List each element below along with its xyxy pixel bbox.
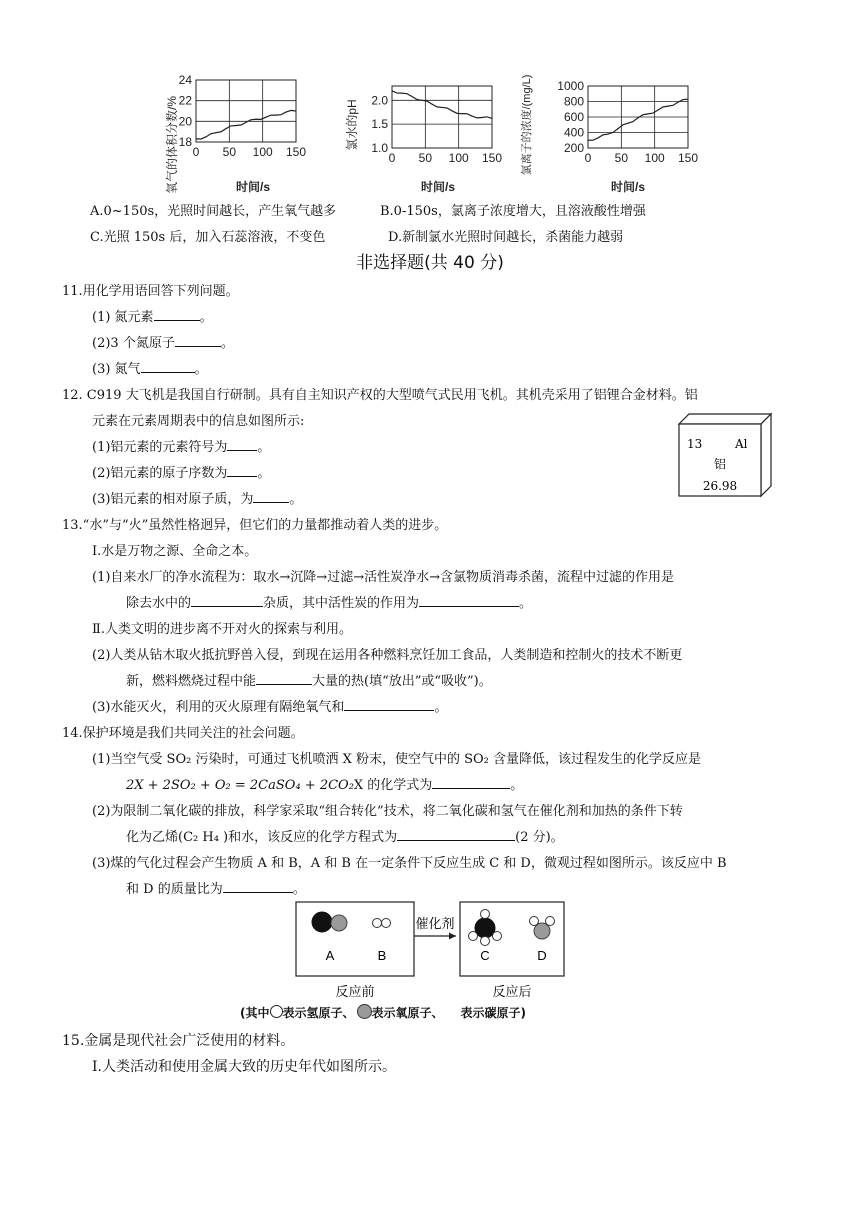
y-tick-label: 600 [563,110,584,124]
q14-part3-line1: (3)煤的气化过程会产生物质 A 和 B，A 和 B 在一定条件下反应生成 C 和 D，微观过程如图所示。该反应中 B [92,856,727,871]
reaction-diagram [290,898,580,1000]
y-tick-label: 200 [563,141,584,155]
y-tick-label: 2.0 [371,93,388,108]
data-point [265,117,266,118]
data-point [295,110,296,111]
chart-ph-xlabel: 时间/s [420,180,456,194]
q13-part2-line2: 新，燃料燃烧过程中能 大量的热(填“放出”或“吸收”)。 [126,670,492,689]
q14-part1-line1: (1)当空气受 SO₂ 污染时，可通过飞机喷洒 X 粉末，使空气中的 SO₂ 含量降低，该过程发生的化学反应是 [92,752,702,767]
answer-blank[interactable] [227,462,257,477]
x-tick-label: 0 [388,151,396,165]
answer-blank[interactable] [223,878,293,893]
q10-option-b: B.0-150s，氯离子浓度增大，且溶液酸性增强 [380,204,646,219]
plot-frame [392,86,492,148]
hydrogen-legend-icon [270,1005,283,1018]
data-point [431,104,432,105]
q11-part2: (2)3 个氮原子 。 [92,332,234,351]
data-point [627,123,628,124]
data-point [441,107,442,108]
data-point [657,109,658,110]
x-tick-label: 150 [285,145,307,159]
answer-blank[interactable] [397,826,515,841]
element-card-aluminum [675,410,775,500]
q11-part1: (1) 氮元素 。 [92,306,213,325]
data-point [677,102,678,103]
q12-stem-line1: 12. C919 大飞机是我国自行研制。具有自主知识产权的大型喷气式民用飞机。其机壳采用了铝锂合金材料。铝 [62,388,698,403]
q14-stem: 14.保护环境是我们共同关注的社会问题。 [62,726,304,741]
x-tick-label: 0 [192,145,200,159]
q13-part2-line1: (2)人类从钻木取火抵抗野兽入侵，到现在运用各种燃料烹饪加工食品，人类制造和控制火的技术不断更 [92,648,683,663]
q10-option-c: C.光照 150s 后，加入石蕊溶液，不变色 [90,230,326,245]
q12-part3: (3)铝元素的相对原子质，为 。 [92,488,302,507]
q12-part1: (1)铝元素的元素符号为 。 [92,436,270,455]
data-point [245,122,246,123]
x-tick-label: 100 [644,151,665,165]
q13-part1-line1: (1)自来水厂的净水流程为：取水→沉降→过滤→活性炭净水→含氯物质消毒杀菌，流程中过滤的作用是 [92,570,674,585]
chart-chloride-xlabel: 时间/s [610,180,646,194]
after-label: 反应后 [492,985,532,1000]
q15-sub1: I.人类活动和使用金属大致的历史年代如图所示。 [92,1059,396,1075]
y-tick-label: 22 [178,93,192,108]
x-tick-label: 50 [222,145,237,159]
y-tick-label: 24 [178,73,192,87]
data-point [225,128,226,129]
y-tick-label: 800 [563,94,584,109]
q13-part3: (3)水能灭火，利用的灭火原理有隔绝氧气和 。 [92,696,447,715]
y-tick-label: 1.5 [371,117,388,132]
element-name: 铝 [713,457,727,471]
q14-part3-line2: 和 D 的质量比为 。 [126,878,306,897]
q13-sub2: Ⅱ.人类文明的进步离不开对火的探索与利用。 [92,622,352,637]
answer-blank[interactable] [191,592,263,607]
data-point [235,125,236,126]
x-tick-label: 50 [418,151,433,165]
data-point [597,137,598,138]
q12-part2: (2)铝元素的原子序数为 。 [92,462,270,481]
answer-blank[interactable] [432,774,510,789]
data-point [451,110,452,111]
oxygen-legend-icon [357,1004,372,1019]
q10-option-d: D.新制氯水光照时间越长，杀菌能力越弱 [388,230,624,245]
x-tick-label: 0 [584,151,592,165]
data-point [471,115,472,116]
molecule-a [312,912,347,932]
answer-blank[interactable] [256,670,312,685]
label-b: B [377,948,387,963]
element-symbol: Al [735,437,748,451]
data-point [205,136,206,137]
data-point [687,99,688,100]
catalyst-label: 催化剂 [415,917,455,932]
y-tick-label: 1.0 [371,141,388,155]
data-point [587,140,588,141]
chart-chloride [510,50,710,195]
q15-stem: 15.金属是现代社会广泛使用的材料。 [62,1033,295,1049]
label-d: D [537,948,547,963]
data-point [391,90,392,91]
q11-stem: 11.用化学用语回答下列问题。 [62,284,239,299]
q12-stem-line2: 元素在元素周期表中的信息如图所示: [92,414,305,429]
data-point [401,93,402,94]
answer-blank[interactable] [253,488,289,503]
q13-sub1: I.水是万物之源、全命之本。 [92,544,258,559]
data-point [461,113,462,114]
chart-ph [340,50,510,195]
chart-oxygen-xlabel: 时间/s [235,180,271,194]
data-point [285,111,286,112]
q14-part2-line2: 化为乙烯(C₂ H₄ )和水，该反应的化学方程式为 (2 分)。 [126,826,564,845]
data-point [481,117,482,118]
chart-ph-ylabel: 氯水的pH [345,99,359,151]
data-point [195,138,196,139]
q13-stem: 13.“水”与“火”虽然性格迥异，但它们的力量都推动着人类的进步。 [62,518,448,533]
data-point [607,133,608,134]
answer-blank[interactable] [175,332,221,347]
label-c: C [480,948,490,963]
data-point [411,96,412,97]
data-point [255,119,256,120]
answer-blank[interactable] [154,306,200,321]
x-tick-label: 150 [481,151,503,165]
x-tick-label: 50 [614,151,629,165]
q13-part1-line2: 除去水中的 杂质，其中活性炭的作用为 。 [126,592,532,611]
y-tick-label: 20 [178,114,192,129]
chart-chloride-ylabel: 氯离子的浓度/(mg/L) [521,74,533,176]
data-point [617,128,618,129]
chart-oxygen-ylabel: 氧气的体积分数/% [165,95,179,195]
y-tick-label: 18 [178,135,192,149]
before-box [296,902,414,976]
section-title: 非选择题(共 40 分) [356,253,504,273]
data-point [647,113,648,114]
chart-oxygen [150,50,330,195]
answer-blank[interactable] [344,696,434,711]
reaction-equation: 2X + 2SO₂ + O₂ = 2CaSO₄ + 2CO₂ [126,778,354,793]
q11-part3: (3) 氮气 。 [92,358,208,377]
data-point [421,100,422,101]
data-point [275,115,276,116]
q14-part1-line2: 2X + 2SO₂ + O₂ = 2CaSO₄ + 2CO₂X 的化学式为 。 [126,774,523,793]
x-tick-label: 100 [252,145,273,159]
diagram-legend: (其中 表示氢原子、 表示氧原子、 表示碳原子) [240,1006,527,1020]
x-tick-label: 150 [677,151,699,165]
x-tick-label: 100 [448,151,469,165]
q10-option-a: A.0~150s，光照时间越长，产生氧气越多 [90,204,337,219]
y-tick-label: 400 [563,125,584,140]
y-tick-label: 1000 [557,79,584,93]
before-label: 反应前 [335,985,375,1000]
label-a: A [325,948,335,963]
data-point [491,118,492,119]
data-point [667,106,668,107]
element-mass: 26.98 [702,479,738,493]
data-point [215,132,216,133]
q14-part2-line1: (2)为限制二氧化碳的排放，科学家采取“组合转化”技术，将二氧化碳和氢气在催化剂和加热的条件下转 [92,804,683,819]
answer-blank[interactable] [419,592,519,607]
plot-frame [196,80,296,142]
element-number: 13 [687,437,703,451]
answer-blank[interactable] [227,436,257,451]
answer-blank[interactable] [141,358,195,373]
data-point [637,117,638,118]
